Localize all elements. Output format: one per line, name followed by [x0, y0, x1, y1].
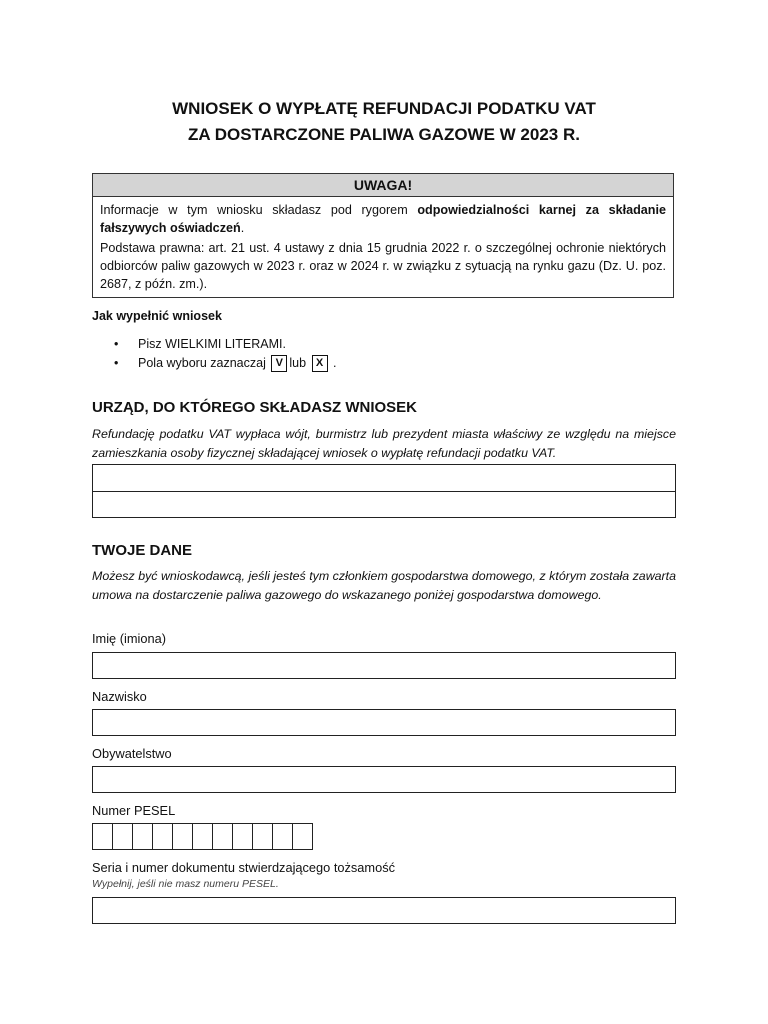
office-field-divider	[93, 491, 675, 492]
notice-p1-bold: odpowiedzialności karnej za składanie fałszywych oświadczeń	[100, 203, 666, 235]
pesel-digit-cell[interactable]	[212, 823, 233, 850]
first-name-field[interactable]	[92, 652, 676, 679]
pesel-digit-cell[interactable]	[192, 823, 213, 850]
pesel-digit-cell[interactable]	[252, 823, 273, 850]
office-section-title: URZĄD, DO KTÓREGO SKŁADASZ WNIOSEK	[92, 399, 417, 416]
pesel-digit-cell[interactable]	[132, 823, 153, 850]
office-description: Refundację podatku VAT wypłaca wójt, burmistrz lub prezydent miasta właściwy ze względu na miejsce zamieszkania osoby fizycznej składającej wniosek o wypłatę refundacji podatku VAT.	[92, 427, 676, 460]
checkbox-example-v: V	[271, 355, 287, 372]
instruction-or: lub	[289, 356, 307, 370]
instruction-checkbox-text: Pola wyboru zaznaczaj	[138, 356, 266, 370]
pesel-digit-cell[interactable]	[92, 823, 113, 850]
bullet-icon: •	[114, 356, 119, 370]
instructions-list	[114, 335, 336, 373]
pesel-digit-cell[interactable]	[272, 823, 293, 850]
personal-description: Możesz być wnioskodawcą, jeśli jesteś tym członkiem gospodarstwa domowego, z którym została zawarta umowa na dostarczenie paliwa gazowego do wskazanego poniżej gospodarstwa domowego.	[92, 569, 676, 602]
pesel-digit-cell[interactable]	[232, 823, 253, 850]
pesel-field	[92, 823, 312, 850]
pesel-digit-cell[interactable]	[292, 823, 313, 850]
notice-box	[92, 173, 674, 298]
last-name-field[interactable]	[92, 709, 676, 736]
citizenship-field[interactable]	[92, 766, 676, 793]
notice-paragraph-1	[100, 201, 666, 237]
list-item	[114, 354, 336, 373]
first-name-label: Imię (imiona)	[92, 631, 166, 646]
id-document-hint: Wypełnij, jeśli nie masz numeru PESEL.	[92, 878, 279, 890]
notice-paragraph-2: Podstawa prawna: art. 21 ust. 4 ustawy z dnia 15 grudnia 2022 r. o szczególnej ochronie niektórych odbiorców paliw gazowych w 2023 r. oraz w 2024 r. w związku z sytuacją na rynku gazu (Dz. U. poz. 2687, z późn. zm.).	[100, 241, 666, 291]
notice-p1-text: Informacje w tym wniosku składasz pod rygorem	[100, 203, 418, 217]
id-document-label: Seria i numer dokumentu stwierdzającego tożsamość	[92, 860, 396, 875]
instruction-period: .	[333, 356, 337, 370]
list-item	[114, 335, 336, 354]
pesel-digit-cell[interactable]	[172, 823, 193, 850]
office-field[interactable]	[92, 464, 676, 518]
pesel-label: Numer PESEL	[92, 803, 176, 818]
pesel-digit-cell[interactable]	[112, 823, 133, 850]
form-title-line1: WNIOSEK O WYPŁATĘ REFUNDACJI PODATKU VAT	[172, 99, 596, 118]
notice-p1-end: .	[240, 221, 245, 235]
bullet-icon: •	[114, 337, 119, 351]
form-title-line2: ZA DOSTARCZONE PALIWA GAZOWE W 2023 R.	[188, 125, 580, 144]
citizenship-label: Obywatelstwo	[92, 746, 172, 761]
id-document-field[interactable]	[92, 897, 676, 924]
personal-section-title: TWOJE DANE	[92, 542, 193, 559]
last-name-label: Nazwisko	[92, 689, 147, 704]
pesel-digit-cell[interactable]	[152, 823, 173, 850]
checkbox-example-x: X	[312, 355, 328, 372]
notice-heading: UWAGA!	[93, 174, 673, 197]
instructions-heading: Jak wypełnić wniosek	[92, 309, 222, 323]
instruction-uppercase: Pisz WIELKIMI LITERAMI.	[138, 337, 286, 351]
